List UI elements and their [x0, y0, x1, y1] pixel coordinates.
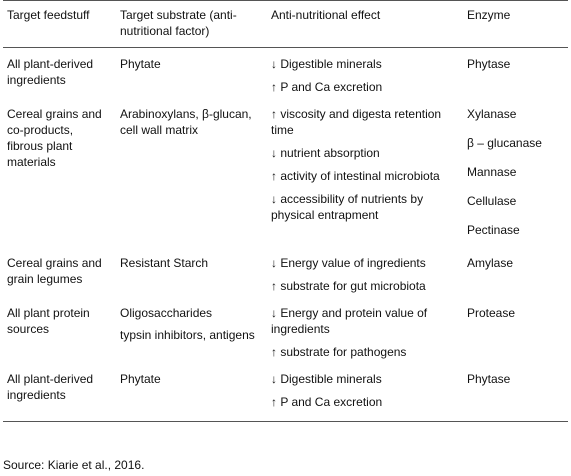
cell-substrate [116, 48, 267, 107]
table-row [3, 106, 568, 255]
cell-enzyme-line: Mannase [467, 165, 517, 179]
table-row [3, 371, 568, 422]
cell-enzyme [463, 255, 568, 305]
cell-effect-line: ↓ accessibility of nutrients by physical entrapment [271, 192, 424, 222]
cell-enzyme-line: Xylanase [467, 107, 517, 121]
cell-substrate-line: Resistant Starch [120, 256, 209, 270]
cell-feedstuff: Cereal grains and grain legumes [7, 256, 102, 286]
header-target-substrate: Target substrate (anti-nutritional factor) [120, 8, 237, 38]
table-row [3, 48, 568, 107]
cell-enzyme-line: Cellulase [467, 194, 517, 208]
cell-feedstuff: All plant-derived ingredients [7, 57, 94, 87]
cell-feedstuff: All plant-derived ingredients [7, 372, 94, 402]
cell-substrate-line: Phytate [120, 57, 161, 71]
cell-substrate [116, 305, 267, 371]
cell-effect-line: ↓ Energy value of ingredients [271, 256, 426, 270]
cell-effect-line: ↓ Digestible minerals [271, 57, 382, 71]
cell-effect-line: ↑ activity of intestinal microbiota [271, 169, 440, 183]
cell-feedstuff: All plant protein sources [7, 306, 90, 336]
feed-enzyme-table [3, 0, 568, 422]
cell-enzyme [463, 48, 568, 107]
cell-effect [267, 106, 463, 255]
header-anti-nutritional-effect: Anti-nutritional effect [271, 8, 381, 22]
document [3, 0, 568, 422]
cell-effect-line: ↑ P and Ca excretion [271, 80, 383, 94]
cell-substrate-line: Arabinoxylans, β-glucan, cell wall matrix [120, 107, 252, 137]
cell-substrate-line: typsin inhibitors, antigens [120, 328, 255, 342]
cell-effect-line: ↓ nutrient absorption [271, 146, 380, 160]
cell-enzyme-line: Amylase [467, 256, 514, 270]
cell-effect-line: ↓ Energy and protein value of ingredients [271, 306, 428, 336]
cell-enzyme [463, 106, 568, 255]
cell-effect-line: ↑ viscosity and digesta retention time [271, 107, 442, 137]
cell-substrate-line: Oligosaccharides [120, 306, 213, 320]
cell-enzyme-line: Phytase [467, 372, 511, 386]
cell-effect [267, 371, 463, 422]
cell-substrate [116, 106, 267, 255]
table-row [3, 255, 568, 305]
table-body [3, 48, 568, 422]
source-citation: Source: Kiarie et al., 2016. [3, 458, 145, 472]
header-enzyme: Enzyme [467, 8, 511, 22]
cell-effect-line: ↑ P and Ca excretion [271, 395, 383, 409]
cell-enzyme-line: Phytase [467, 57, 511, 71]
cell-enzyme-line: Pectinase [467, 223, 520, 237]
cell-enzyme-line: Protease [467, 306, 516, 320]
cell-substrate [116, 255, 267, 305]
cell-effect [267, 255, 463, 305]
cell-effect-line: ↑ substrate for pathogens [271, 345, 407, 359]
cell-effect [267, 305, 463, 371]
cell-effect-line: ↓ Digestible minerals [271, 372, 382, 386]
cell-enzyme-line: β – glucanase [467, 136, 542, 150]
cell-enzyme [463, 371, 568, 422]
cell-enzyme [463, 305, 568, 371]
table-header-row [3, 1, 568, 48]
cell-effect [267, 48, 463, 107]
cell-substrate-line: Phytate [120, 372, 161, 386]
header-target-feedstuff: Target feedstuff [7, 8, 90, 22]
cell-substrate [116, 371, 267, 422]
cell-feedstuff: Cereal grains and co-products, fibrous plant materials [7, 107, 102, 169]
cell-effect-line: ↑ substrate for gut microbiota [271, 279, 426, 293]
table-row [3, 305, 568, 371]
